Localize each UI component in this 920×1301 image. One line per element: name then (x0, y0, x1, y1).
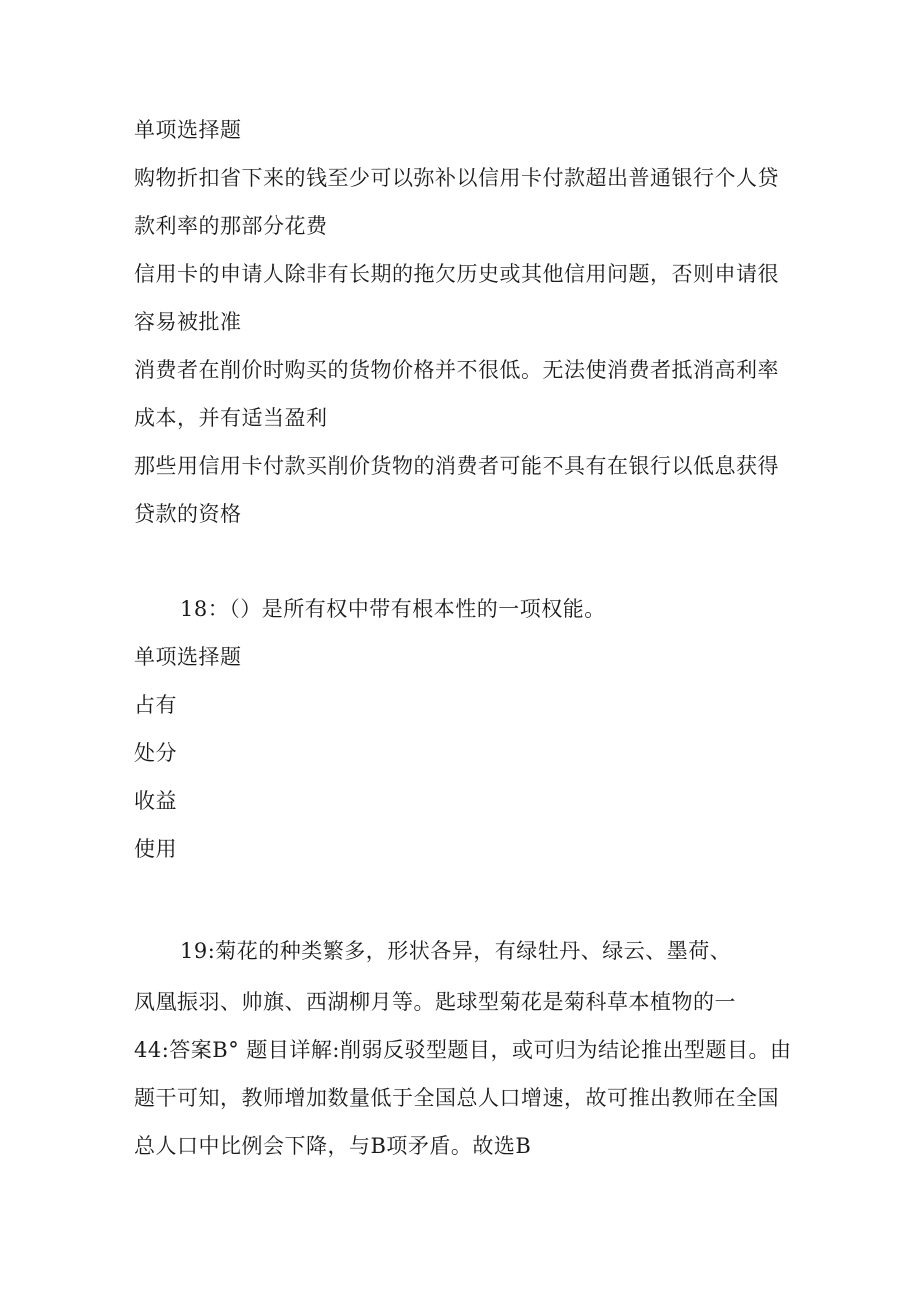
question-type-label: 单项选择题 (134, 118, 242, 142)
question-19-stem-line-2: 凤凰振羽、帅旗、西湖柳月等。匙球型菊花是菊科草本植物的一 (134, 990, 736, 1014)
question-19-stem-line-1: 19:菊花的种类繁多，形状各异，有绿牡丹、绿云、墨荷、 (180, 939, 732, 963)
option-c: 收益 (134, 789, 177, 813)
answer-44-line-3: 总人口中比例会下降，与B项矛盾。故选B (134, 1134, 532, 1158)
option-a-line-2: 款利率的那部分花费 (134, 214, 328, 238)
option-d-line-1: 那些用信用卡付款买削价货物的消费者可能不具有在银行以低息获得 (134, 454, 779, 478)
question-18-stem: 18：（）是所有权中带有根本性的一项权能。 (180, 597, 606, 621)
option-b-line-1: 信用卡的申请人除非有长期的拖欠历史或其他信用问题，否则申请很 (134, 262, 779, 286)
option-a: 占有 (134, 693, 177, 717)
option-c-line-1: 消费者在削价时购买的货物价格并不很低。无法使消费者抵消高利率 (134, 358, 779, 382)
question-type-label: 单项选择题 (134, 645, 242, 669)
option-d: 使用 (134, 837, 177, 861)
option-a-line-1: 购物折扣省下来的钱至少可以弥补以信用卡付款超出普通银行个人贷 (134, 166, 779, 190)
option-b-line-2: 容易被批准 (134, 310, 242, 334)
answer-44-line-2: 题干可知，教师增加数量低于全国总人口增速，故可推出教师在全国 (134, 1086, 779, 1110)
answer-44-line-1: 44:答案B° 题目详解:削弱反驳型题目，或可归为结论推出型题目。由 (134, 1038, 792, 1062)
option-c-line-2: 成本，并有适当盈利 (134, 406, 328, 430)
option-b: 处分 (134, 741, 177, 765)
option-d-line-2: 贷款的资格 (134, 502, 242, 526)
